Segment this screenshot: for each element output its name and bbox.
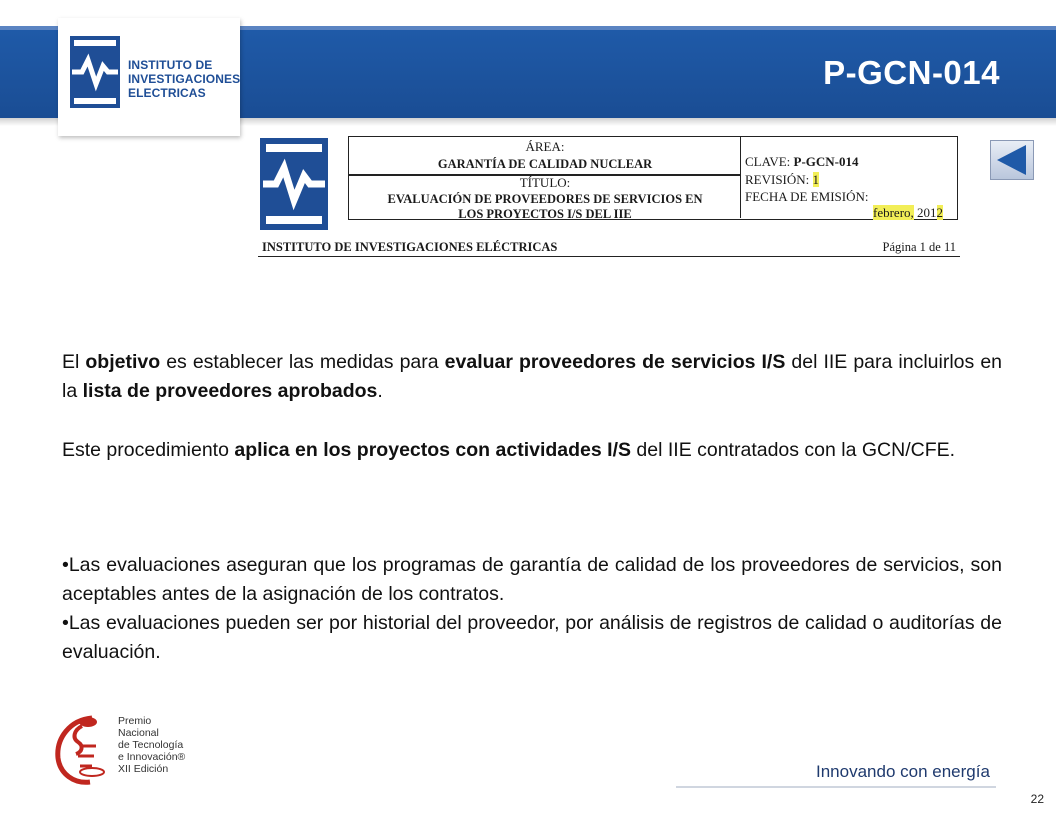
bullet-item: •Las evaluaciones aseguran que los programas de garantía de calidad de los proveedores de servicios, son aceptables antes de la asignación de los contratos. — [62, 554, 1002, 605]
iie-wave-logo-icon — [260, 138, 328, 230]
scope-paragraph — [62, 436, 1002, 465]
award-line: XII Edición — [118, 763, 169, 775]
document-meta-cell — [745, 137, 955, 218]
bold-run: lista de proveedores aprobados — [82, 380, 378, 402]
document-header-footer — [258, 237, 960, 257]
text-run: El — [62, 351, 86, 373]
back-button[interactable] — [990, 140, 1034, 180]
award-seal-icon — [52, 712, 114, 788]
clave-value: P-GCN-014 — [793, 154, 859, 169]
award-line: de Tecnología — [118, 739, 184, 751]
area-label: ÁREA: — [525, 139, 565, 154]
footer-divider — [676, 786, 996, 788]
institute-name-line: INVESTIGACIONES — [128, 72, 241, 86]
text-run: . — [377, 380, 383, 402]
text-run: del IIE para incluirlos en la — [62, 351, 1003, 402]
institute-logo — [58, 18, 240, 136]
clave-label: CLAVE: — [745, 154, 791, 169]
document-header-table — [348, 136, 958, 220]
revision-value: 1 — [812, 172, 820, 187]
institute-name-line: ELECTRICAS — [128, 86, 206, 100]
area-title-cell — [349, 137, 741, 221]
title-line: EVALUACIÓN DE PROVEEDORES DE SERVICIOS EN — [387, 192, 703, 206]
award-text — [118, 715, 185, 775]
triangle-left-icon — [990, 140, 1034, 180]
fecha-value — [873, 205, 943, 221]
revision-line — [745, 172, 819, 188]
area-value: GARANTÍA DE CALIDAD NUCLEAR — [437, 157, 653, 171]
slogan: Innovando con energía — [816, 762, 990, 781]
text-run: del IIE contratados con la GCN/CFE. — [631, 439, 956, 461]
title-line: LOS PROYECTOS I/S DEL IIE — [458, 207, 632, 221]
award-logo — [52, 712, 212, 790]
bold-run: aplica en los proyectos con actividades I/S — [234, 439, 631, 461]
bold-run: objetivo — [85, 351, 161, 373]
institution-name: INSTITUTO DE INVESTIGACIONES ELÉCTRICAS — [262, 240, 558, 254]
objective-paragraph — [62, 348, 1002, 406]
award-line: Premio — [118, 715, 152, 727]
title-label: TÍTULO: — [519, 175, 571, 190]
bold-run: evaluar proveedores de servicios I/S — [444, 351, 786, 373]
document-code: P-GCN-014 — [823, 54, 1000, 91]
document-header-image — [258, 134, 960, 258]
revision-label: REVISIÓN: — [745, 172, 810, 187]
award-line: e Innovación® — [118, 751, 186, 763]
document-page-indicator: Página 1 de 11 — [882, 240, 956, 254]
clave-line — [745, 154, 859, 170]
award-line: Nacional — [118, 727, 159, 739]
fecha-year: 201 — [917, 205, 937, 220]
fecha-label: FECHA DE EMISIÓN: — [745, 189, 869, 204]
fecha-year-last-digit: 2 — [936, 205, 944, 220]
institute-name-line: INSTITUTO DE — [128, 58, 213, 72]
slide-page-number: 22 — [1030, 792, 1044, 806]
bullet-item: •Las evaluaciones pueden ser por historial del proveedor, por análisis de registros de calidad o auditorías de evaluación. — [62, 612, 1002, 663]
text-run: Este procedimiento — [62, 439, 235, 461]
iie-wave-logo-icon — [70, 36, 120, 108]
institute-name — [128, 58, 241, 100]
text-run: es establecer las medidas para — [160, 351, 445, 373]
fecha-month: febrero, — [873, 205, 914, 220]
